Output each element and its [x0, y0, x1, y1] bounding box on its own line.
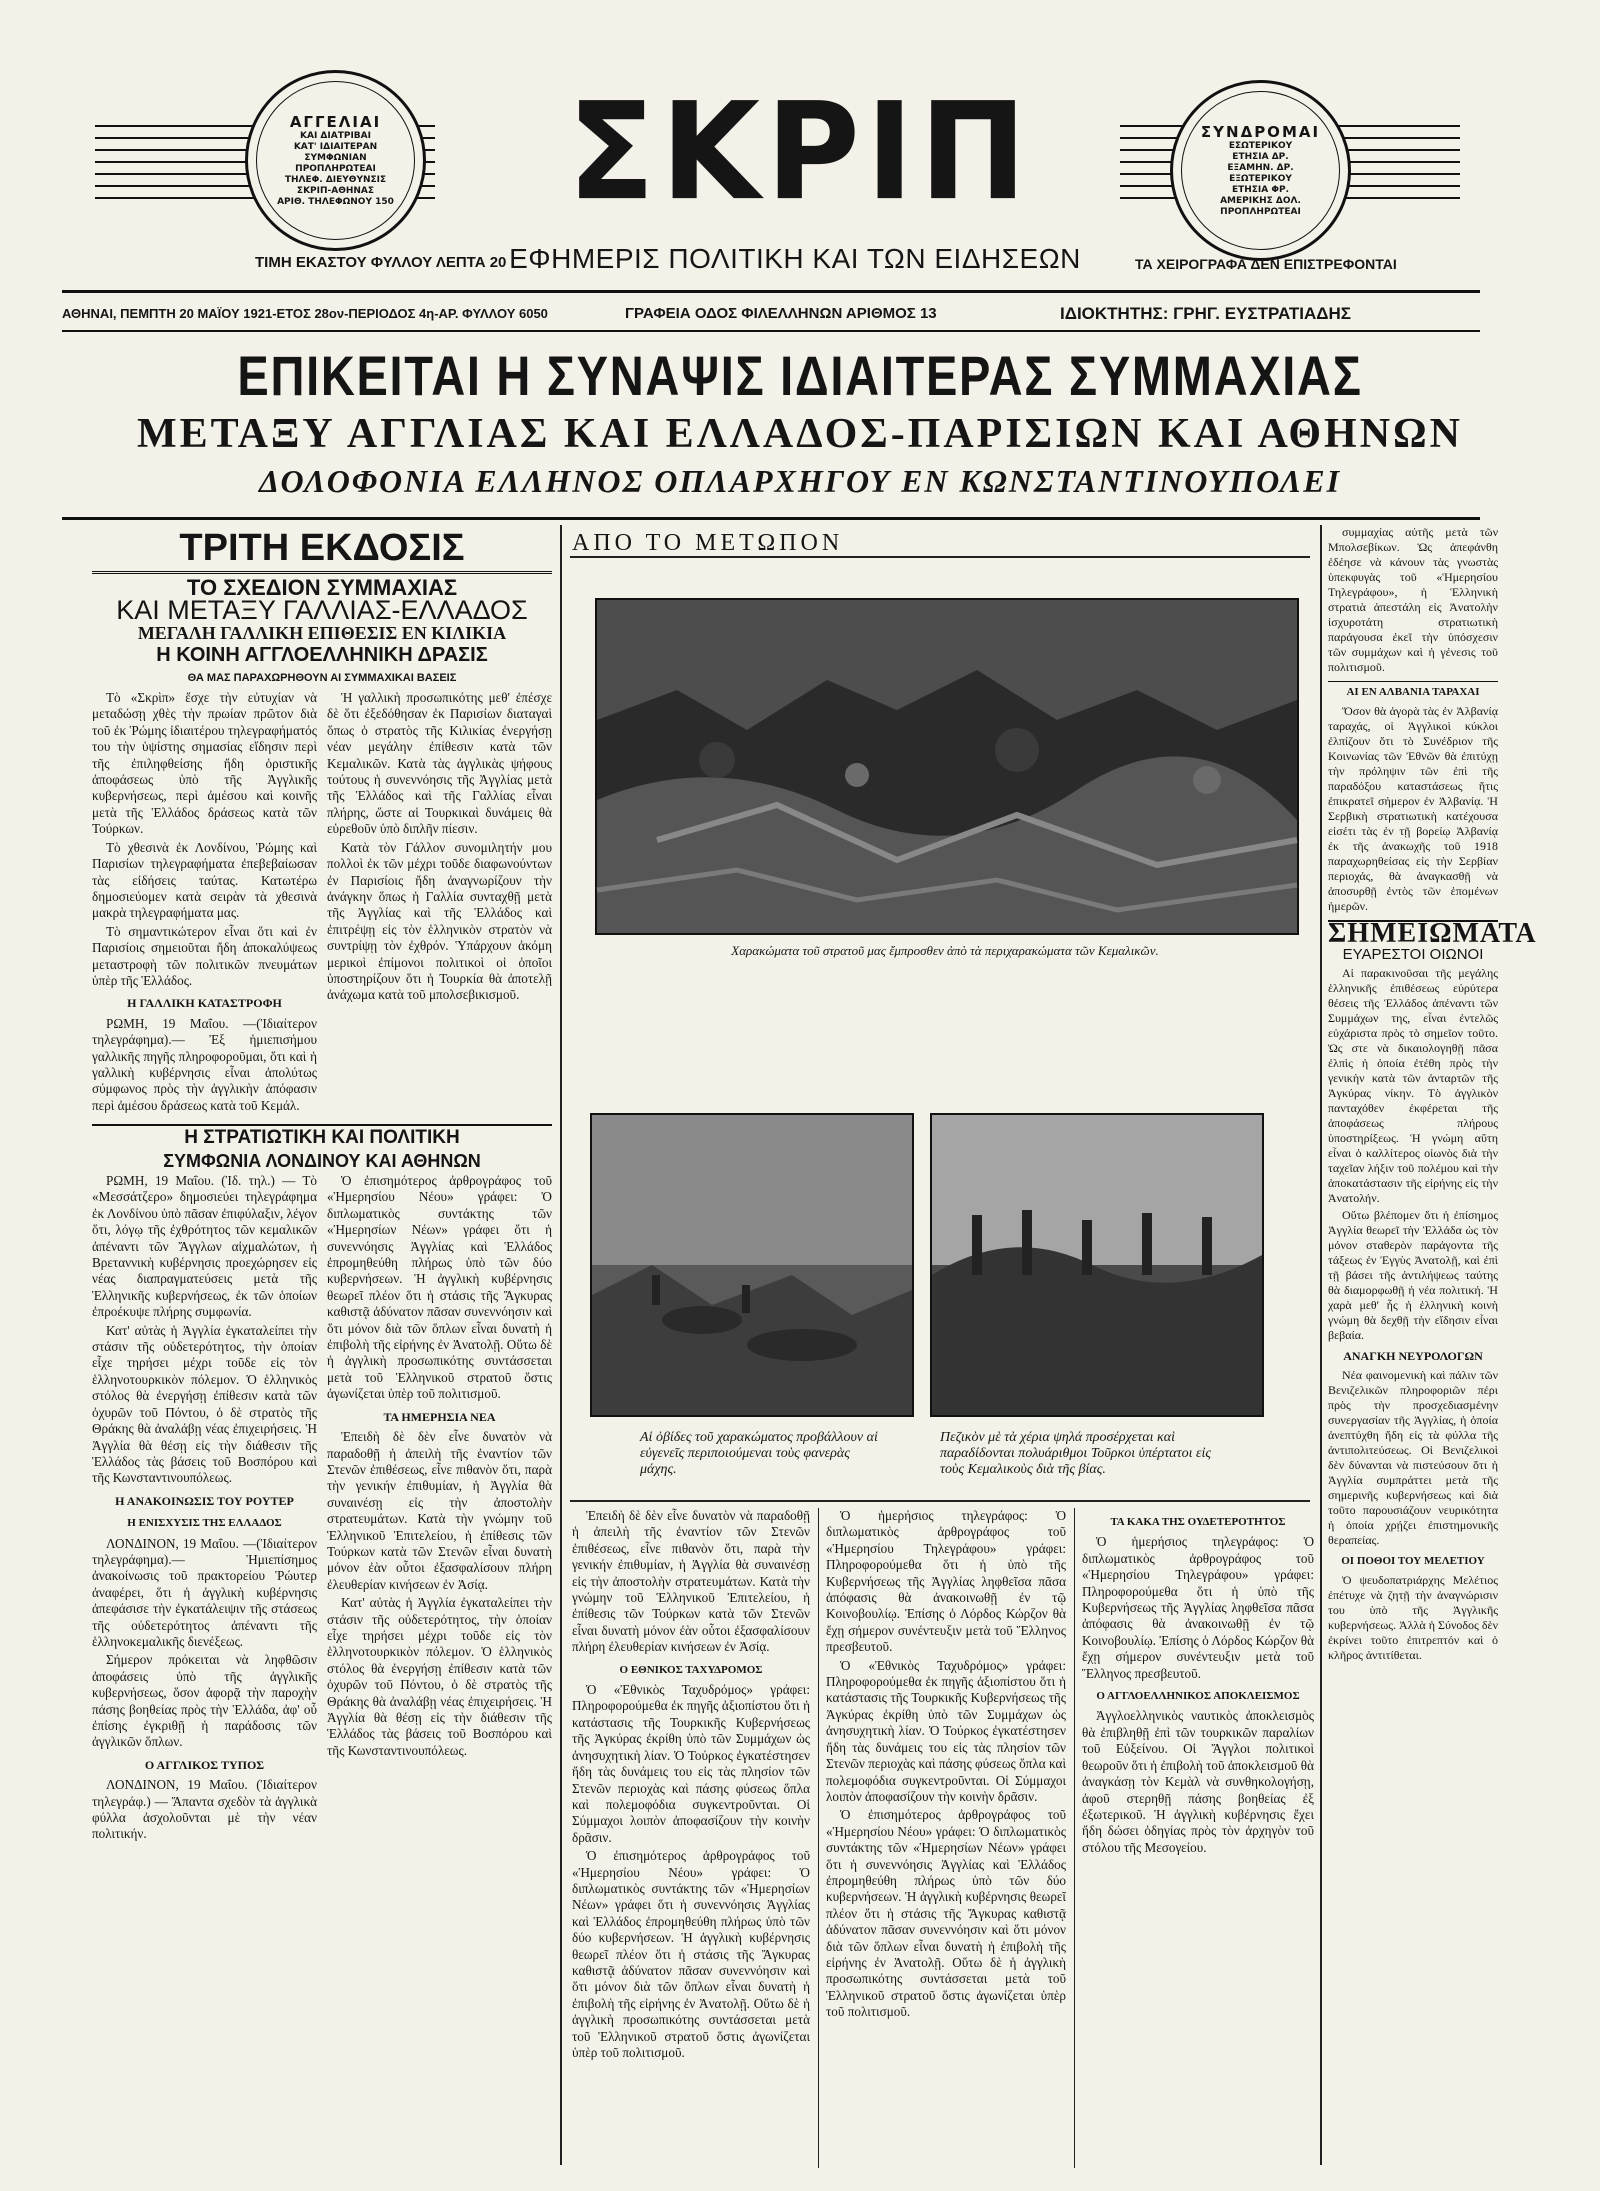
- info-owner: ΙΔΙΟΚΤΗΤΗΣ: ΓΡΗΓ. ΕΥΣΤΡΑΤΙΑΔΗΣ: [1060, 304, 1351, 323]
- main-headline: ΕΠΙΚΕΙΤΑΙ Η ΣΥΝΑΨΙΣ ΙΔΙΑΙΤΕΡΑΣ ΣΥΜΜΑΧΙΑΣ: [237, 344, 1363, 407]
- caption-left: Αἱ ὀβίδες τοῦ χαρακώματος προβάλλουν αἱ εὐγενεῖς περιποιούμεναι τοὺς φανερὰς μάχης.: [640, 1430, 878, 1477]
- article-paragraph: Ὁ ἡμερήσιος τηλεγράφος: Ὁ διπλωματικὸς ἀρθρογράφος τοῦ «Ἡμερησίου Τηλεγράφου» γράφει: Πληροφορούμεθα ὅτι ἡ ὑπὸ τῆς Κυβερνήσεως τῆς Ἀγγλίας ληφθεῖσα πᾶσα ἀπόφασις θὰ ἀνακοινωθῇ ἐν τῷ Κοινοβουλίῳ. Ἐπίσης ὁ Λόρδος Κώρζον θὰ ἔχῃ σήμερον συνέντευξιν μετὰ τοῦ Ἕλληνος πρεσβευτοῦ.: [826, 1508, 1066, 1655]
- seal-line: ΕΞΩΤΕΡΙΚΟΥ: [1229, 174, 1292, 184]
- caption-main: Χαρακώματα τοῦ στρατοῦ μας ἔμπροσθεν ἀπὸ τὰ περιχαρακώματα τῶν Κεμαλικῶν.: [731, 943, 1159, 958]
- article-paragraph: συμμαχίας αὐτῆς μετὰ τῶν Μπολσεβίκων. Ὡς ἀπεφάνθη ἐδέησε νὰ κάνουν τὰς γνωστὰς ὑπεκφυγὰς τοῦ «Ἡμερησίου Τηλεγράφου», ἡ Ἑλληνικὴ στρατιὰ ἀπεστάλη εἰς Ἀνατολὴν ἰσχυροτάτη στρατιωτικὴ παράγουσα ἐκεῖ τὴν ὑπόσχεσιν τῶν συμμάχων καὶ ἡ γένεσις τοῦ πολιτισμοῦ.: [1328, 525, 1498, 674]
- article-paragraph: Τὸ χθεσινὰ ἐκ Λονδίνου, Ῥώμης καὶ Παρισίων τηλεγραφήματα ἐπεβεβαίωσαν τὰς εἰδήσεις ταύτας. Κατωτέρω δημοσιεύομεν κατὰ σειρὰν τὰ χθεσινὰ μακρὰ τηλεγραφήματα μας.: [92, 839, 317, 921]
- article-paragraph: Ὁ «Ἐθνικὸς Ταχυδρόμος» γράφει: Πληροφορούμεθα ἐκ πηγῆς ἀξιοπίστου ὅτι ἡ κατάστασις τῆς Τουρκικῆς Κυβερνήσεως τῆς Ἀγκύρας ἐκρίθη ὑπὸ τῶν Συμμάχων ὡς ἀνησυχητικὴ λίαν. Ὁ Τούρκος ἐγκατέστησεν ἤδη τὰς δυνάμεις του εἰς τὰς πλησίον τῶν Στενῶν περιοχὰς καὶ πάσης φύσεως ὅπλα καὶ πολεμοφόδια συγκεντροῦνται. Οἱ Σύμμαχοι λοιπὸν ἀποφασίζουν τὴν κοινὴν δρᾶσιν.: [826, 1657, 1066, 1804]
- article-paragraph: Κατ' αὐτὰς ἡ Ἀγγλία ἐγκαταλείπει τὴν στάσιν τῆς οὐδετερότητος, τὴν ὁποίαν εἶχε τηρήσει μέχρι τοῦδε εἰς τὸν ἑλληνοτουρκικὸν πόλεμον. Ὁ ἑλληνικὸς στόλος θὰ ἐνεργήσῃ ἐπίθεσιν κατὰ τῶν ὀχυρῶν τοῦ Πόντου, ὁ δὲ στρατὸς τῆς Θράκης θὰ ἀναλάβῃ νέας ἐπιχειρήσεις. Ἡ Ἀγγλία θὰ θέσῃ εἰς τὴν διάθεσιν τῆς Ἑλλάδος τὰς βάσεις τοῦ Βοσπόρου καὶ τῆς Κωνσταντινουπόλεως.: [327, 1595, 552, 1758]
- seal-line: ΕΞΑΜΗΝ. ΔΡ.: [1227, 163, 1294, 173]
- section-heading: ΤΟ ΣΧΕΔΙΟΝ ΣΥΜΜΑΧΙΑΣ: [186, 575, 458, 600]
- info-date: ΑΘΗΝΑΙ, ΠΕΜΠΤΗ 20 ΜΑΪΟΥ 1921-ΕΤΟΣ 28ον-ΠΕΡΙΟΔΟΣ 4η-ΑΡ. ΦΥΛΛΟΥ 6050: [62, 306, 548, 321]
- masthead-rule: [62, 290, 1480, 293]
- seal-line: ΑΡΙΘ. ΤΗΛΕΦΩΝΟΥ 150: [277, 197, 394, 207]
- seal-line: ΠΡΟΠΛΗΡΩΤΕΑΙ: [295, 164, 376, 174]
- seal-line: ΕΤΗΣΙΑ ΦΡ.: [1231, 185, 1290, 195]
- photo-surrender: [930, 1113, 1264, 1417]
- front-header-rule: [570, 556, 1310, 558]
- article-paragraph: Ἐπειδὴ δὲ δὲν εἶνε δυνατὸν νὰ παραδοθῇ ἡ ἀπειλὴ τῆς ἐναντίον τῶν Στενῶν ἐπιθέσεως, εἶνε πιθανὸν ὅτι, παρὰ τὴν γενικήν ἐπιθυμίαν, ἡ Ἀγγλία θὰ συναινέσῃ εἰς τὴν ἀποστολὴν στρατευμάτων. Κατὰ τὴν γνώμην τοῦ Ἑλληνικοῦ Ἐπιτελείου, ἡ ἐπίθεσις τῶν Τούρκων κατὰ τῶν Στενῶν εἶναι δυνατὴ μόνον ἐὰν οὗτοι ἐξασφαλίσουν πλήρη ἐλευθερίαν κινήσεων ἐν Ἀσίᾳ.: [572, 1508, 810, 1655]
- article-paragraph: ΛΟΝΔΙΝΟΝ, 19 Μαΐου. (Ἰδιαίτερον τηλεγράφ.) — Ἅπαντα σχεδὸν τὰ ἀγγλικὰ φύλλα ἀσχολοῦνται μὲ τὴν νέαν πολιτικήν.: [92, 1777, 317, 1842]
- photo-trenches: [595, 598, 1299, 935]
- section-heading: Ο ΑΓΓΛΟΕΛΛΗΝΙΚΟΣ ΑΠΟΚΛΕΙΣΜΟΣ: [1096, 1690, 1300, 1703]
- edition-label: ΤΡΙΤΗ ΕΚΔΟΣΙΣ: [92, 525, 552, 574]
- section-heading: ΤΑ ΚΑΚΑ ΤΗΣ ΟΥΔΕΤΕΡΟΤΗΤΟΣ: [1110, 1516, 1286, 1528]
- article-paragraph: Ὁ ἐπισημότερος ἀρθρογράφος τοῦ «Ἡμερησίου Νέου» γράφει: Ὁ διπλωματικὸς συντάκτης τῶν «Ἡμερησίων Νέων» γράφει ὅτι ἡ συνεννόησις Ἀγγλίας καὶ Ἑλλάδος ἐπρομηθεύθη πλήρως ὑπὸ τῶν δύο κυβερνήσεων. Ἡ ἀγγλικὴ κυβέρνησις θεωρεῖ πλέον ὅτι ἡ στάσις τῆς Ἄγκυρας καθιστᾷ ἀδύνατον πᾶσαν συνεννόησιν καὶ ὅτι μόνον διὰ τῶν ὅπλων εἶναι δυνατὴ ἡ ἐπιβολὴ τῆς εἰρήνης ἐν Ἀνατολῇ. Οὕτω δὲ ἡ ἀγγλικὴ προσωπικότης συντάσσεται μετὰ τοῦ Ἑλληνικοῦ στρατοῦ ὅστις ἀγωνίζεται ὑπὲρ τοῦ πολιτισμοῦ.: [826, 1807, 1066, 2020]
- article-paragraph: Κατ' αὐτὰς ἡ Ἀγγλία ἐγκαταλείπει τὴν στάσιν τῆς οὐδετερότητος, τὴν ὁποίαν εἶχε τηρήσει μέχρι τοῦδε εἰς τὸν ἑλληνοτουρκικὸν πόλεμον. Ὁ ἑλληνικὸς στόλος θὰ ἐνεργήσῃ ἐπίθεσιν κατὰ τῶν ὀχυρῶν τοῦ Πόντου, ὁ δὲ στρατὸς τῆς Θράκης θὰ ἀναλάβῃ νέας ἐπιχειρήσεις. Ἡ Ἀγγλία θὰ θέσῃ εἰς τὴν διάθεσιν τῆς Ἑλλάδος τὰς βάσεις τοῦ Βοσπόρου καὶ τῆς Κωνσταντινουπόλεως.: [92, 1322, 317, 1486]
- column-1: [92, 525, 552, 2165]
- left-seal-advertisements: [245, 70, 426, 251]
- article-paragraph: Ὁ ἐπισημότερος ἀρθρογράφος τοῦ «Ἡμερησίου Νέου» γράφει: Ὁ διπλωματικὸς συντάκτης τῶν «Ἡμερησίων Νέων» γράφει ὅτι ἡ συνεννόησις Ἀγγλίας καὶ Ἑλλάδος ἐπρομηθεύθη πλήρως ὑπὸ τῶν δύο κυβερνήσεων. Ἡ ἀγγλικὴ κυβέρνησις θεωρεῖ πλέον ὅτι ἡ στάσις τῆς Ἄγκυρας καθιστᾷ ἀδύνατον πᾶσαν συνεννόησιν καὶ ὅτι μόνον διὰ τῶν ὅπλων εἶναι δυνατὴ ἡ ἐπιβολὴ τῆς εἰρήνης ἐν Ἀνατολῇ. Οὕτω δὲ ἡ ἀγγλικὴ προσωπικότης συντάσσεται μετὰ τοῦ Ἑλληνικοῦ στρατοῦ ὅστις ἀγωνίζεται ὑπὲρ τοῦ πολιτισμοῦ.: [572, 1848, 810, 2060]
- third-headline: ΔΟΛΟΦΟΝΙΑ ΕΛΛΗΝΟΣ ΟΠΛΑΡΧΗΓΟΥ ΕΝ ΚΩΝΣΤΑΝΤΙΝΟΥΠΟΛΕΙ: [258, 463, 1342, 499]
- article-paragraph: Νέα φαινομενικὴ καὶ πάλιν τῶν Βενιζελικῶν πληροφοριῶν πέρι πρὸς τὴν προσχεδιασμένην συνεργασίαν τῆς Ἀγγλίας, ἡ ὁποία ἀνεπτύχθη ἤδη εἰς τὰ φύλλα τῆς ἀντιπολιτεύσεως. Οἱ Βενιζελικοὶ δὲν δύνανται νὰ πιστεύσουν ὅτι ἡ Ἀγγλία συμπράττει μετὰ τῆς σημερινῆς κυβερνήσεως καὶ διὰ τοῦτο παρουσιάζουν νευρικότητα ἡ ὁποία χρῄζει ἐπιστημονικῆς θεραπείας.: [1328, 1368, 1498, 1547]
- photo-section-rule: [570, 1500, 1310, 1502]
- column-divider: [818, 1508, 819, 2168]
- right-seal-subscriptions: [1170, 80, 1351, 261]
- newspaper-subtitle: ΕΦΗΜΕΡΙΣ ΠΟΛΙΤΙΚΗ ΚΑΙ ΤΩΝ ΕΙΔΗΣΕΩΝ: [509, 243, 1081, 274]
- column-4: [1328, 525, 1537, 2165]
- center-column-c: [826, 1508, 1066, 2168]
- section-heading: Η ΚΟΙΝΗ ΑΓΓΛΟΕΛΛΗΝΙΚΗ ΔΡΑΣΙΣ: [156, 644, 488, 667]
- seal-line: ΚΑΤ' ΙΔΙΑΙΤΕΡΑΝ: [293, 142, 378, 152]
- caption-right: Πεζικὸν μὲ τὰ χέρια ψηλά προσέρχεται καὶ παραδίδονται πολυάριθμοι Τοῦρκοι ὑπέρτατοι εἰς τοὺς Κεμαλικοὺς διὰ τῆς βίας.: [940, 1430, 1212, 1477]
- left-seal-head: ΑΓΓΕΛΙΑΙ: [289, 113, 382, 131]
- section-heading: Η ΑΝΑΚΟΙΝΩΣΙΣ ΤΟΥ ΡΟΥΤΕΡ: [115, 1493, 294, 1508]
- info-office: ΓΡΑΦΕΙΑ ΟΔΟΣ ΦΙΛΕΛΛΗΝΩΝ ΑΡΙΘΜΟΣ 13: [625, 305, 937, 322]
- center-column-b: [572, 1508, 810, 2168]
- article-paragraph: Ἐπειδὴ δὲ δὲν εἶνε δυνατὸν νὰ παραδοθῇ ἡ ἀπειλὴ τῆς ἐναντίον τῶν Στενῶν ἐπιθέσεως, εἶνε πιθανὸν ὅτι, παρὰ τὴν γενικήν ἐπιθυμίαν, ἡ Ἀγγλία θὰ συναινέσῃ εἰς τὴν ἀποστολὴν στρατευμάτων. Κατὰ τὴν γνώμην τοῦ Ἑλληνικοῦ Ἐπιτελείου, ἡ ἐπίθεσις τῶν Τούρκων κατὰ τῶν Στενῶν εἶναι δυνατὴ μόνον ἐὰν οὗτοι ἐξασφαλίσουν πλήρη ἐλευθερίαν κινήσεων ἐν Ἀσίᾳ.: [327, 1429, 552, 1592]
- section-heading: ΣΥΜΦΩΝΙΑ ΛΟΝΔΙΝΟΥ ΚΑΙ ΑΘΗΝΩΝ: [163, 1150, 481, 1171]
- article-paragraph: Ἡ γαλλικὴ προσωπικότης μεθ' ἐπέσχε δὲ ὅτι ἐξεδόθησαν ἐκ Παρισίων διαταγαὶ ὅπως ὁ στρατὸς τῆς Κιλικίας ἐνεργήσῃ νέαν μεγάλην ἐπίθεσιν κατὰ τῶν Κεμαλικῶν. Κατὰ τὰς ἀγγλικὰς ψήφους τούτους ἡ συνεννόησις τῆς Ἀγγλίας μετὰ τῆς Ἑλλάδος καὶ τῆς Γαλλίας εἶναι πλήρης, ὥστε αἱ Τουρκικαὶ δυνάμεις θὰ εὑρεθοῦν ὑπὸ διπλῆν πίεσιν.: [327, 690, 552, 837]
- article-paragraph: Τὸ «Σκρὶπ» ἔσχε τὴν εὐτυχίαν νὰ μεταδώσῃ χθὲς τὴν πρωίαν πρῶτον διὰ τοῦ ἐκ Ῥώμης ἰδιαιτέρου τηλεγραφήματός του τὴν ὑψίστης σημασίας εἴδησιν περὶ τῆς ἐπιληφθείσης ἤδη ὁριστικῆς ἀποφάσεως ὑπὸ τῆς Ἀγγλικῆς κυβερνήσεως, περὶ ἀμέσου καὶ κοινῆς μετὰ τῆς Ἑλλάδος δράσεως κατὰ τῶν Τούρκων.: [92, 690, 317, 837]
- article-paragraph: Οὕτω βλέπομεν ὅτι ἡ ἐπίσημος Ἀγγλία θεωρεῖ τὴν Ἑλλάδα ὡς τὸν μόνον σταθερὸν παράγοντα τῆς τάξεως ἐν Ἐγγὺς Ἀνατολῇ, καὶ ἐπὶ τῇ βάσει τῆς ἀντιλήψεως ταύτης θὰ διαμορφωθῇ ἡ νέα πολιτική. Ἡ χαρὰ μεθ' ἧς ἡ ἑλληνικὴ κοινὴ γνώμη θὰ δεχθῇ τὴν εἴδησιν εἶναι βεβαία.: [1328, 1208, 1498, 1342]
- infobar-rule: [62, 330, 1480, 332]
- article-paragraph: ΛΟΝΔΙΝΟΝ, 19 Μαΐου. —(Ἰδιαίτερον τηλεγράφημα).— Ἡμιεπίσημος ἀνακοίνωσις τοῦ πρακτορείου Ῥώυτερ ἀναφέρει, ὅτι ἡ ἀγγλικὴ κυβέρνησις ἀπεφάσισε τὴν ἐγκατάλειψιν τῆς στάσεως τῆς οὐδετερότητος ἀπέναντι τῆς ἑλληνοκεμαλικῆς διενέξεως.: [92, 1535, 317, 1649]
- article-paragraph: Ἀγγλοελληνικὸς ναυτικὸς ἀποκλεισμὸς θὰ ἐπιβληθῇ ἐπὶ τῶν τουρκικῶν παραλίων τοῦ Εὐξείνου. Οἱ Ἄγγλοι πολιτικοὶ θεωροῦν ὅτι ἡ ἐπιβολὴ τοῦ ἀποκλεισμοῦ θὰ ἀναγκάσῃ τὸν Κεμὰλ νὰ συνθηκολογήσῃ, ἀφοῦ στερηθῇ πάσης βοηθείας ἐξ ἐξωτερικοῦ. Ἡ ἀγγλικὴ κυβέρνησις ἔχει ἤδη δώσει ὁδηγίας πρὸς τὸν ἀρχηγὸν τοῦ στόλου τῆς Μεσογείου.: [1082, 1708, 1314, 1855]
- article-paragraph: Τὸ σημαντικώτερον εἶναι ὅτι καὶ ἐν Παρισίοις σημειοῦται ἤδη ἀποκαλύψεως μεταστροφὴ τῶν πολιτικῶν πνευμάτων ὑπὲρ τῆς Ἑλλάδος.: [92, 923, 317, 988]
- section-heading: ΑΙ ΕΝ ΑΛΒΑΝΙΑ ΤΑΡΑΧΑΙ: [1328, 681, 1498, 700]
- column-title: ΣΗΜΕΙΩΜΑΤΑ: [1328, 918, 1537, 949]
- article-paragraph: Ὁ ἐπισημότερος ἀρθρογράφος τοῦ «Ἡμερησίου Νέου» γράφει: Ὁ διπλωματικὸς συντάκτης τῶν «Ἡμερησίων Νέων» γράφει ὅτι ἡ συνεννόησις Ἀγγλίας καὶ Ἑλλάδος ἐπρομηθεύθη πλήρως ὑπὸ τῶν δύο κυβερνήσεων. Ἡ ἀγγλικὴ κυβέρνησις θεωρεῖ πλέον ὅτι ἡ στάσις τῆς Ἄγκυρας καθιστᾷ ἀδύνατον πᾶσαν συνεννόησιν καὶ ὅτι μόνον διὰ τῶν ὅπλων εἶναι δυνατὴ ἡ ἐπιβολὴ τῆς εἰρήνης ἐν Ἀνατολῇ. Οὕτω δὲ ἡ ἀγγλικὴ προσωπικότης συντάσσεται μετὰ τοῦ Ἑλληνικοῦ στρατοῦ ὅστις ἀγωνίζεται ὑπὲρ τοῦ πολιτισμοῦ.: [327, 1173, 552, 1402]
- section-heading: ΜΕΓΑΛΗ ΓΑΛΛΙΚΗ ΕΠΙΘΕΣΙΣ ΕΝ ΚΙΛΙΚΙΑ: [137, 622, 507, 643]
- article-paragraph: Ὁ ἡμερήσιος τηλεγράφος: Ὁ διπλωματικὸς ἀρθρογράφος τοῦ «Ἡμερησίου Τηλεγράφου» γράφει: Πληροφορούμεθα ὅτι ἡ ὑπὸ τῆς Κυβερνήσεως τῆς Ἀγγλίας ληφθεῖσα πᾶσα ἀπόφασις θὰ ἀνακοινωθῇ ἐν τῷ Κοινοβουλίῳ. Ἐπίσης ὁ Λόρδος Κώρζον θὰ ἔχῃ σήμερον συνέντευξιν μετὰ τοῦ Ἕλληνος πρεσβευτοῦ.: [1082, 1534, 1314, 1681]
- seal-line: ΑΜΕΡΙΚΗΣ ΔΟΛ.: [1220, 196, 1301, 206]
- seal-line: ΠΡΟΠΛΗΡΩΤΕΑΙ: [1220, 207, 1301, 217]
- section-heading: Η ΓΑΛΛΙΚΗ ΚΑΤΑΣΤΡΟΦΗ: [127, 996, 282, 1011]
- right-seal-head: ΣΥΝΔΡΟΜΑΙ: [1200, 123, 1321, 141]
- photo-shells: [590, 1113, 914, 1417]
- section-heading: ΑΝΑΓΚΗ ΝΕΥΡΟΛΟΓΩΝ: [1343, 1349, 1483, 1363]
- newspaper-title: ΣΚΡΙΠ: [567, 74, 1033, 231]
- headline-rule: [62, 517, 1480, 520]
- section-heading: ΘΑ ΜΑΣ ΠΑΡΑΧΩΡΗΘΟΥΝ ΑΙ ΣΥΜΜΑΧΙΚΑΙ ΒΑΣΕΙΣ: [187, 671, 457, 684]
- seal-line: ΕΤΗΣΙΑ ΔΡ.: [1232, 152, 1289, 162]
- center-column-1: [320, 1510, 321, 1511]
- article-paragraph: Ὅσον θὰ ἀγορὰ τὰς ἐν Ἀλβανίᾳ ταραχάς, οἱ Ἀγγλικοὶ κύκλοι ἐλπίζουν ὅτι τὸ Συνέδριον τῆς Κοινωνίας τῶν Ἐθνῶν θὰ ἐπιτύχῃ τὴν πρόληψιν τῶν ἐπὶ τῆς παραδόξου καταστάσεως ἥτις ἐπικρατεῖ σήμερον ἐν Ἀλβανίᾳ. Ἡ Σερβικὴ στρατιωτικὴ κατέχουσα εἰσέτι τὰς ἐν τῇ βορείῳ Ἀλβανίᾳ ἐκ τῆς ἀνακωχῆς τοῦ 1918 παραχωρηθείσας εἰς τὴν Σερβίαν περιοχάς, θὰ ἀναγκασθῇ νὰ ἀποσυρθῇ ἐντὸς τῶν ἑπομένων ἡμερῶν.: [1328, 704, 1498, 913]
- section-heading: Ο ΑΓΓΛΙΚΟΣ ΤΥΠΟΣ: [144, 1757, 265, 1772]
- seal-line: ΚΑΙ ΔΙΑΤΡΙΒΑΙ: [300, 131, 371, 141]
- section-heading: Η ΕΝΙΣΧΥΣΙΣ ΤΗΣ ΕΛΛΑΔΟΣ: [127, 1517, 282, 1530]
- section-heading: Η ΣΤΡΑΤΙΩΤΙΚΗ ΚΑΙ ΠΟΛΙΤΙΚΗ: [92, 1124, 552, 1146]
- seal-line: ΣΥΜΦΩΝΙΑΝ: [304, 153, 367, 163]
- seal-line: ΤΗΛΕΦ. ΔΙΕΥΘΥΝΣΙΣ: [284, 175, 387, 185]
- center-column-d: [1082, 1508, 1314, 2168]
- article-paragraph: Σήμερον πρόκειται νὰ ληφθῶσιν ἀποφάσεις ὑπὸ τῆς ἀγγλικῆς κυβερνήσεως, ὅσον ἀφορᾷ τὴν παροχὴν πάσης βοηθείας πρὸς τὴν Ἑλλάδα, ἀφ' οὗ ἐπίσης ἐγκριθῇ ἡ παράδοσις τῶν ἀγγλικῶν ὅπλων.: [92, 1652, 317, 1750]
- column-subtitle: ΕΥΑΡΕΣΤΟΙ ΟΙΩΝΟΙ: [1342, 946, 1484, 963]
- article-paragraph: Ὁ ψευδοπατριάρχης Μελέτιος ἐπέτυχε νὰ ζητῇ τὴν ἀναγνώρισιν του ὑπὸ τῆς Ἀγγλικῆς κυβερνήσεως. Ἀλλὰ ἡ Σύνοδος δὲν ἐκρίνει τοῦτο ἐπιτρεπτόν καὶ ὁ κλῆρος ἀντιτίθεται.: [1328, 1573, 1498, 1662]
- second-headline: ΜΕΤΑΞΥ ΑΓΓΛΙΑΣ ΚΑΙ ΕΛΛΑΔΟΣ-ΠΑΡΙΣΙΩΝ ΚΑΙ ΑΘΗΝΩΝ: [136, 411, 1464, 457]
- column-divider: [1074, 1508, 1075, 2168]
- column-divider: [560, 525, 562, 2165]
- seal-line: ΕΣΩΤΕΡΙΚΟΥ: [1228, 141, 1293, 151]
- article-paragraph: Κατὰ τὸν Γάλλον συνομιλητήν μου πολλοὶ ἐκ τῶν μέχρι τοῦδε διαφωνούντων ἐν Παρισίοις ἤδη ἀναγνωρίζουν τὴν ἀνάγκην ὅπως ἡ Γαλλία συνταχθῇ μετὰ τῆς Ἀγγλίας καὶ τῆς Ἑλλάδος καὶ ἐπιτρέψῃ εἰς τὸν ἑλληνικὸν στρατὸν νὰ συντρίψῃ τὸν ἐχθρόν. Ὑπάρχουν ἀκόμη μερικοὶ ἐπίμονοι πολιτικοὶ οἱ ὁποῖοι ὑποστηρίζουν ὅτι ἡ Τουρκία θὰ ἀποτελῇ ἀνάχωμα κατὰ τοῦ μπολσεβικισμοῦ.: [327, 839, 552, 1003]
- article-paragraph: ΡΩΜΗ, 19 Μαΐου. —(Ἰδιαίτερον τηλεγράφημα).— Ἐξ ἡμιεπισήμου γαλλικῆς πηγῆς πληροφοροῦμαι, ὅτι καὶ ἡ γαλλικὴ κυβέρνησις εἶναι ἀπολύτως σύμφωνος πρὸς τὴν ἀγγλικὴν ἀπόφασιν περὶ ἀμέσου δράσεως κατὰ τοῦ Κεμάλ.: [92, 1015, 317, 1113]
- price-notice: ΤΙΜΗ ΕΚΑΣΤΟΥ ΦΥΛΛΟΥ ΛΕΠΤΑ 20: [255, 254, 507, 271]
- front-header: ΑΠΟ ΤΟ ΜΕΤΩΠΟΝ: [572, 530, 844, 556]
- column-divider: [1320, 525, 1322, 2165]
- seal-line: ΣΚΡΙΠ-ΑΘΗΝΑΣ: [296, 186, 375, 196]
- article-paragraph: Αἱ παρακινοῦσαι τῆς μεγάλης ἑλληνικῆς ἐπιθέσεως εὐρύτερα θέσεις τῆς Ἑλλάδος ἀπέναντι τῶν Συμμάχων της, εἶναι ἐντελῶς εὐχάριστα πρὸς τὸ σημεῖον τοῦτο. Ὡς στε νὰ δικαιολογηθῇ πᾶσα ἐλπὶς ἡ ὁποία ἐτέθη πρὸς τὴν γενικὴν κατὰ τῶν ἀνταρτῶν τῆς Ἀγκύρας νίκην. Τὸ ἀγγλικὸν πανταχόθεν ἐκφέρεται τῆς ἀποφάσεως πλήρους ὑποστηρίξεως. Ἡ γνώμη αὕτη εἶναι ὁ καλλίτερος οἰωνὸς διὰ τὴν ταχεῖαν λήξιν τοῦ πολέμου καὶ τὴν ἀποκατάστασιν τῆς εἰρήνης εἰς τὴν Ἀνατολήν.: [1328, 966, 1498, 1205]
- article-paragraph: Ὁ «Ἐθνικὸς Ταχυδρόμος» γράφει: Πληροφορούμεθα ἐκ πηγῆς ἀξιοπίστου ὅτι ἡ κατάστασις τῆς Τουρκικῆς Κυβερνήσεως τῆς Ἀγκύρας ἐκρίθη ὑπὸ τῶν Συμμάχων ὡς ἀνησυχητικὴ λίαν. Ὁ Τούρκος ἐγκατέστησεν ἤδη τὰς δυνάμεις του εἰς τὰς πλησίον τῶν Στενῶν περιοχὰς καὶ πάσης φύσεως ὅπλα καὶ πολεμοφόδια συγκεντροῦνται. Οἱ Σύμμαχοι λοιπὸν ἀποφασίζουν τὴν κοινὴν δρᾶσιν.: [572, 1682, 810, 1845]
- manuscripts-notice: ΤΑ ΧΕΙΡΟΓΡΑΦΑ ΔΕΝ ΕΠΙΣΤΡΕΦΟΝΤΑΙ: [1135, 256, 1397, 272]
- section-heading: ΤΑ ΗΜΕΡΗΣΙΑ ΝΕΑ: [383, 1409, 496, 1424]
- section-heading: ΟΙ ΠΟΘΟΙ ΤΟΥ ΜΕΛΕΤΙΟΥ: [1341, 1555, 1485, 1567]
- section-heading: ΚΑΙ ΜΕΤΑΞΥ ΓΑΛΛΙΑΣ-ΕΛΛΑΔΟΣ: [116, 595, 528, 626]
- article-paragraph: ΡΩΜΗ, 19 Μαΐου. (Ἰδ. τηλ.) — Τὸ «Μεσσάτζερο» δημοσιεύει τηλεγράφημα ἐκ Λονδίνου ὑπὸ πᾶσαν ἐπιφύλαξιν, λέγον ὅτι, λόγῳ τῆς ἐχθρότητος τῶν κεμαλικῶν ἀπέναντι τῶν Ἄγγλων αἰχμαλώτων, ἡ Βρεταννικὴ κυβέρνησις προεχώρησεν εἰς νέας διαπραγματεύσεις μετὰ τῆς Ἑλληνικῆς κυβερνήσεως, ἐκ τῶν ὁποίων ἐπροέκυψε πλήρης συμφωνία.: [92, 1173, 317, 1320]
- section-heading: Ο ΕΘΝΙΚΟΣ ΤΑΧΥΔΡΟΜΟΣ: [619, 1663, 763, 1676]
